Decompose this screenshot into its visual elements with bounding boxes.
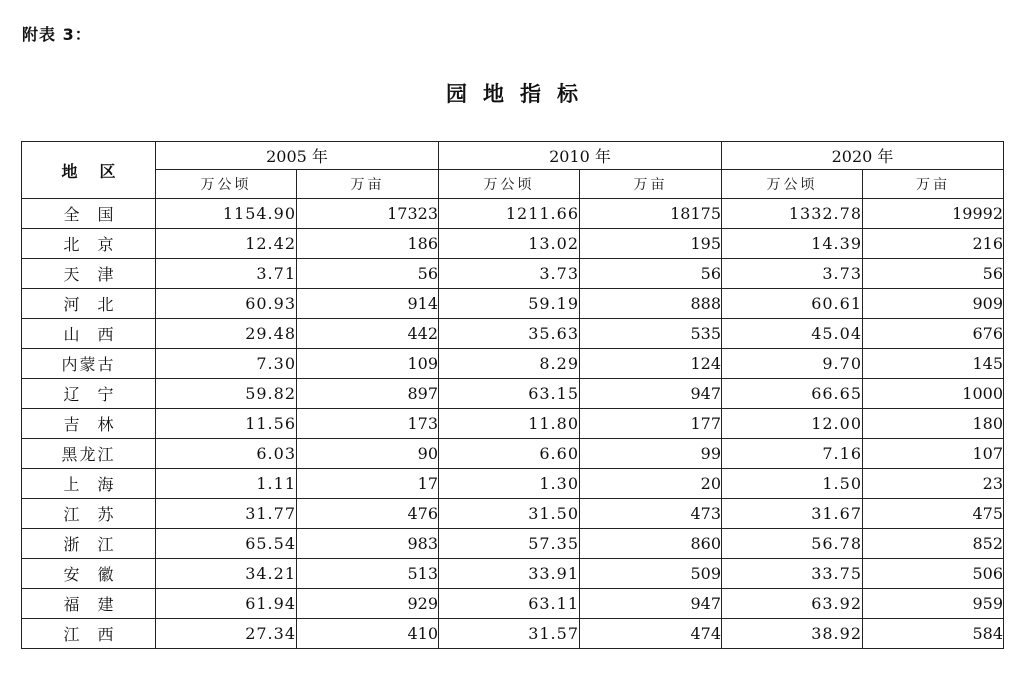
region-cell: 全国 [22, 199, 156, 229]
region-cell: 上海 [22, 469, 156, 499]
mu-value-cell: 852 [863, 529, 1004, 559]
hectare-value-cell: 57.35 [439, 529, 580, 559]
hectare-value-cell: 6.60 [439, 439, 580, 469]
table-row [22, 319, 1004, 349]
hectare-value-cell: 56.78 [722, 529, 863, 559]
unit-header-mu: 万亩 [297, 170, 439, 199]
table-row [22, 259, 1004, 289]
hectare-value-cell: 59.19 [439, 289, 580, 319]
mu-value-cell: 23 [863, 469, 1004, 499]
mu-value-cell: 18175 [580, 199, 722, 229]
hectare-value-cell: 3.71 [156, 259, 297, 289]
hectare-value-cell: 1.30 [439, 469, 580, 499]
unit-header-hectare: 万公顷 [722, 170, 863, 199]
hectare-value-cell: 65.54 [156, 529, 297, 559]
region-cell: 内蒙古 [22, 349, 156, 379]
year-header-2020: 2020 年 [722, 142, 1004, 170]
region-cell: 江西 [22, 619, 156, 649]
mu-value-cell: 475 [863, 499, 1004, 529]
region-cell: 黑龙江 [22, 439, 156, 469]
table-row [22, 619, 1004, 649]
hectare-value-cell: 3.73 [439, 259, 580, 289]
hectare-value-cell: 1154.90 [156, 199, 297, 229]
hectare-value-cell: 12.00 [722, 409, 863, 439]
hectare-value-cell: 61.94 [156, 589, 297, 619]
year-header-2010: 2010 年 [439, 142, 722, 170]
mu-value-cell: 56 [863, 259, 1004, 289]
hectare-value-cell: 38.92 [722, 619, 863, 649]
hectare-value-cell: 59.82 [156, 379, 297, 409]
mu-value-cell: 1000 [863, 379, 1004, 409]
table-row [22, 409, 1004, 439]
hectare-value-cell: 31.77 [156, 499, 297, 529]
page-title: 园地指标 [446, 82, 594, 106]
hectare-value-cell: 33.75 [722, 559, 863, 589]
mu-value-cell: 584 [863, 619, 1004, 649]
region-cell: 辽宁 [22, 379, 156, 409]
mu-value-cell: 947 [580, 379, 722, 409]
mu-value-cell: 99 [580, 439, 722, 469]
unit-header-row [22, 170, 1004, 199]
mu-value-cell: 947 [580, 589, 722, 619]
mu-value-cell: 959 [863, 589, 1004, 619]
hectare-value-cell: 1332.78 [722, 199, 863, 229]
orchard-land-table [21, 141, 1004, 649]
hectare-value-cell: 27.34 [156, 619, 297, 649]
mu-value-cell: 186 [297, 229, 439, 259]
hectare-value-cell: 13.02 [439, 229, 580, 259]
hectare-value-cell: 29.48 [156, 319, 297, 349]
region-cell: 福建 [22, 589, 156, 619]
table-row [22, 199, 1004, 229]
mu-value-cell: 860 [580, 529, 722, 559]
hectare-value-cell: 34.21 [156, 559, 297, 589]
hectare-value-cell: 7.16 [722, 439, 863, 469]
table-row [22, 559, 1004, 589]
hectare-value-cell: 12.42 [156, 229, 297, 259]
unit-header-hectare: 万公顷 [439, 170, 580, 199]
hectare-value-cell: 31.57 [439, 619, 580, 649]
hectare-value-cell: 1.11 [156, 469, 297, 499]
region-cell: 天津 [22, 259, 156, 289]
region-cell: 山西 [22, 319, 156, 349]
hectare-value-cell: 14.39 [722, 229, 863, 259]
table-body [22, 199, 1004, 649]
hectare-value-cell: 63.15 [439, 379, 580, 409]
region-cell: 浙江 [22, 529, 156, 559]
hectare-value-cell: 8.29 [439, 349, 580, 379]
mu-value-cell: 124 [580, 349, 722, 379]
hectare-value-cell: 6.03 [156, 439, 297, 469]
mu-value-cell: 20 [580, 469, 722, 499]
unit-header-mu: 万亩 [863, 170, 1004, 199]
hectare-value-cell: 66.65 [722, 379, 863, 409]
mu-value-cell: 56 [580, 259, 722, 289]
hectare-value-cell: 11.56 [156, 409, 297, 439]
mu-value-cell: 513 [297, 559, 439, 589]
hectare-value-cell: 1211.66 [439, 199, 580, 229]
mu-value-cell: 177 [580, 409, 722, 439]
hectare-value-cell: 45.04 [722, 319, 863, 349]
table-row [22, 439, 1004, 469]
mu-value-cell: 109 [297, 349, 439, 379]
region-cell: 江苏 [22, 499, 156, 529]
mu-value-cell: 410 [297, 619, 439, 649]
mu-value-cell: 107 [863, 439, 1004, 469]
appendix-label: 附表 3： [22, 25, 92, 44]
region-column-header: 地区 [22, 142, 156, 199]
mu-value-cell: 897 [297, 379, 439, 409]
table-row [22, 499, 1004, 529]
hectare-value-cell: 1.50 [722, 469, 863, 499]
mu-value-cell: 983 [297, 529, 439, 559]
mu-value-cell: 19992 [863, 199, 1004, 229]
hectare-value-cell: 11.80 [439, 409, 580, 439]
mu-value-cell: 929 [297, 589, 439, 619]
mu-value-cell: 476 [297, 499, 439, 529]
mu-value-cell: 173 [297, 409, 439, 439]
table-row [22, 379, 1004, 409]
hectare-value-cell: 7.30 [156, 349, 297, 379]
mu-value-cell: 90 [297, 439, 439, 469]
mu-value-cell: 909 [863, 289, 1004, 319]
table-row [22, 349, 1004, 379]
hectare-value-cell: 35.63 [439, 319, 580, 349]
table-row [22, 529, 1004, 559]
hectare-value-cell: 33.91 [439, 559, 580, 589]
hectare-value-cell: 31.50 [439, 499, 580, 529]
hectare-value-cell: 60.93 [156, 289, 297, 319]
mu-value-cell: 506 [863, 559, 1004, 589]
mu-value-cell: 914 [297, 289, 439, 319]
mu-value-cell: 888 [580, 289, 722, 319]
mu-value-cell: 535 [580, 319, 722, 349]
mu-value-cell: 473 [580, 499, 722, 529]
mu-value-cell: 56 [297, 259, 439, 289]
mu-value-cell: 17 [297, 469, 439, 499]
mu-value-cell: 17323 [297, 199, 439, 229]
region-cell: 北京 [22, 229, 156, 259]
table-row [22, 229, 1004, 259]
unit-header-mu: 万亩 [580, 170, 722, 199]
mu-value-cell: 180 [863, 409, 1004, 439]
table-row [22, 589, 1004, 619]
region-cell: 河北 [22, 289, 156, 319]
mu-value-cell: 474 [580, 619, 722, 649]
hectare-value-cell: 60.61 [722, 289, 863, 319]
year-header-row [22, 142, 1004, 170]
hectare-value-cell: 31.67 [722, 499, 863, 529]
table-row [22, 289, 1004, 319]
mu-value-cell: 216 [863, 229, 1004, 259]
hectare-value-cell: 9.70 [722, 349, 863, 379]
mu-value-cell: 442 [297, 319, 439, 349]
unit-header-hectare: 万公顷 [156, 170, 297, 199]
mu-value-cell: 509 [580, 559, 722, 589]
hectare-value-cell: 63.11 [439, 589, 580, 619]
mu-value-cell: 145 [863, 349, 1004, 379]
year-header-2005: 2005 年 [156, 142, 439, 170]
mu-value-cell: 676 [863, 319, 1004, 349]
region-cell: 吉林 [22, 409, 156, 439]
region-cell: 安徽 [22, 559, 156, 589]
table-row [22, 469, 1004, 499]
mu-value-cell: 195 [580, 229, 722, 259]
hectare-value-cell: 63.92 [722, 589, 863, 619]
hectare-value-cell: 3.73 [722, 259, 863, 289]
